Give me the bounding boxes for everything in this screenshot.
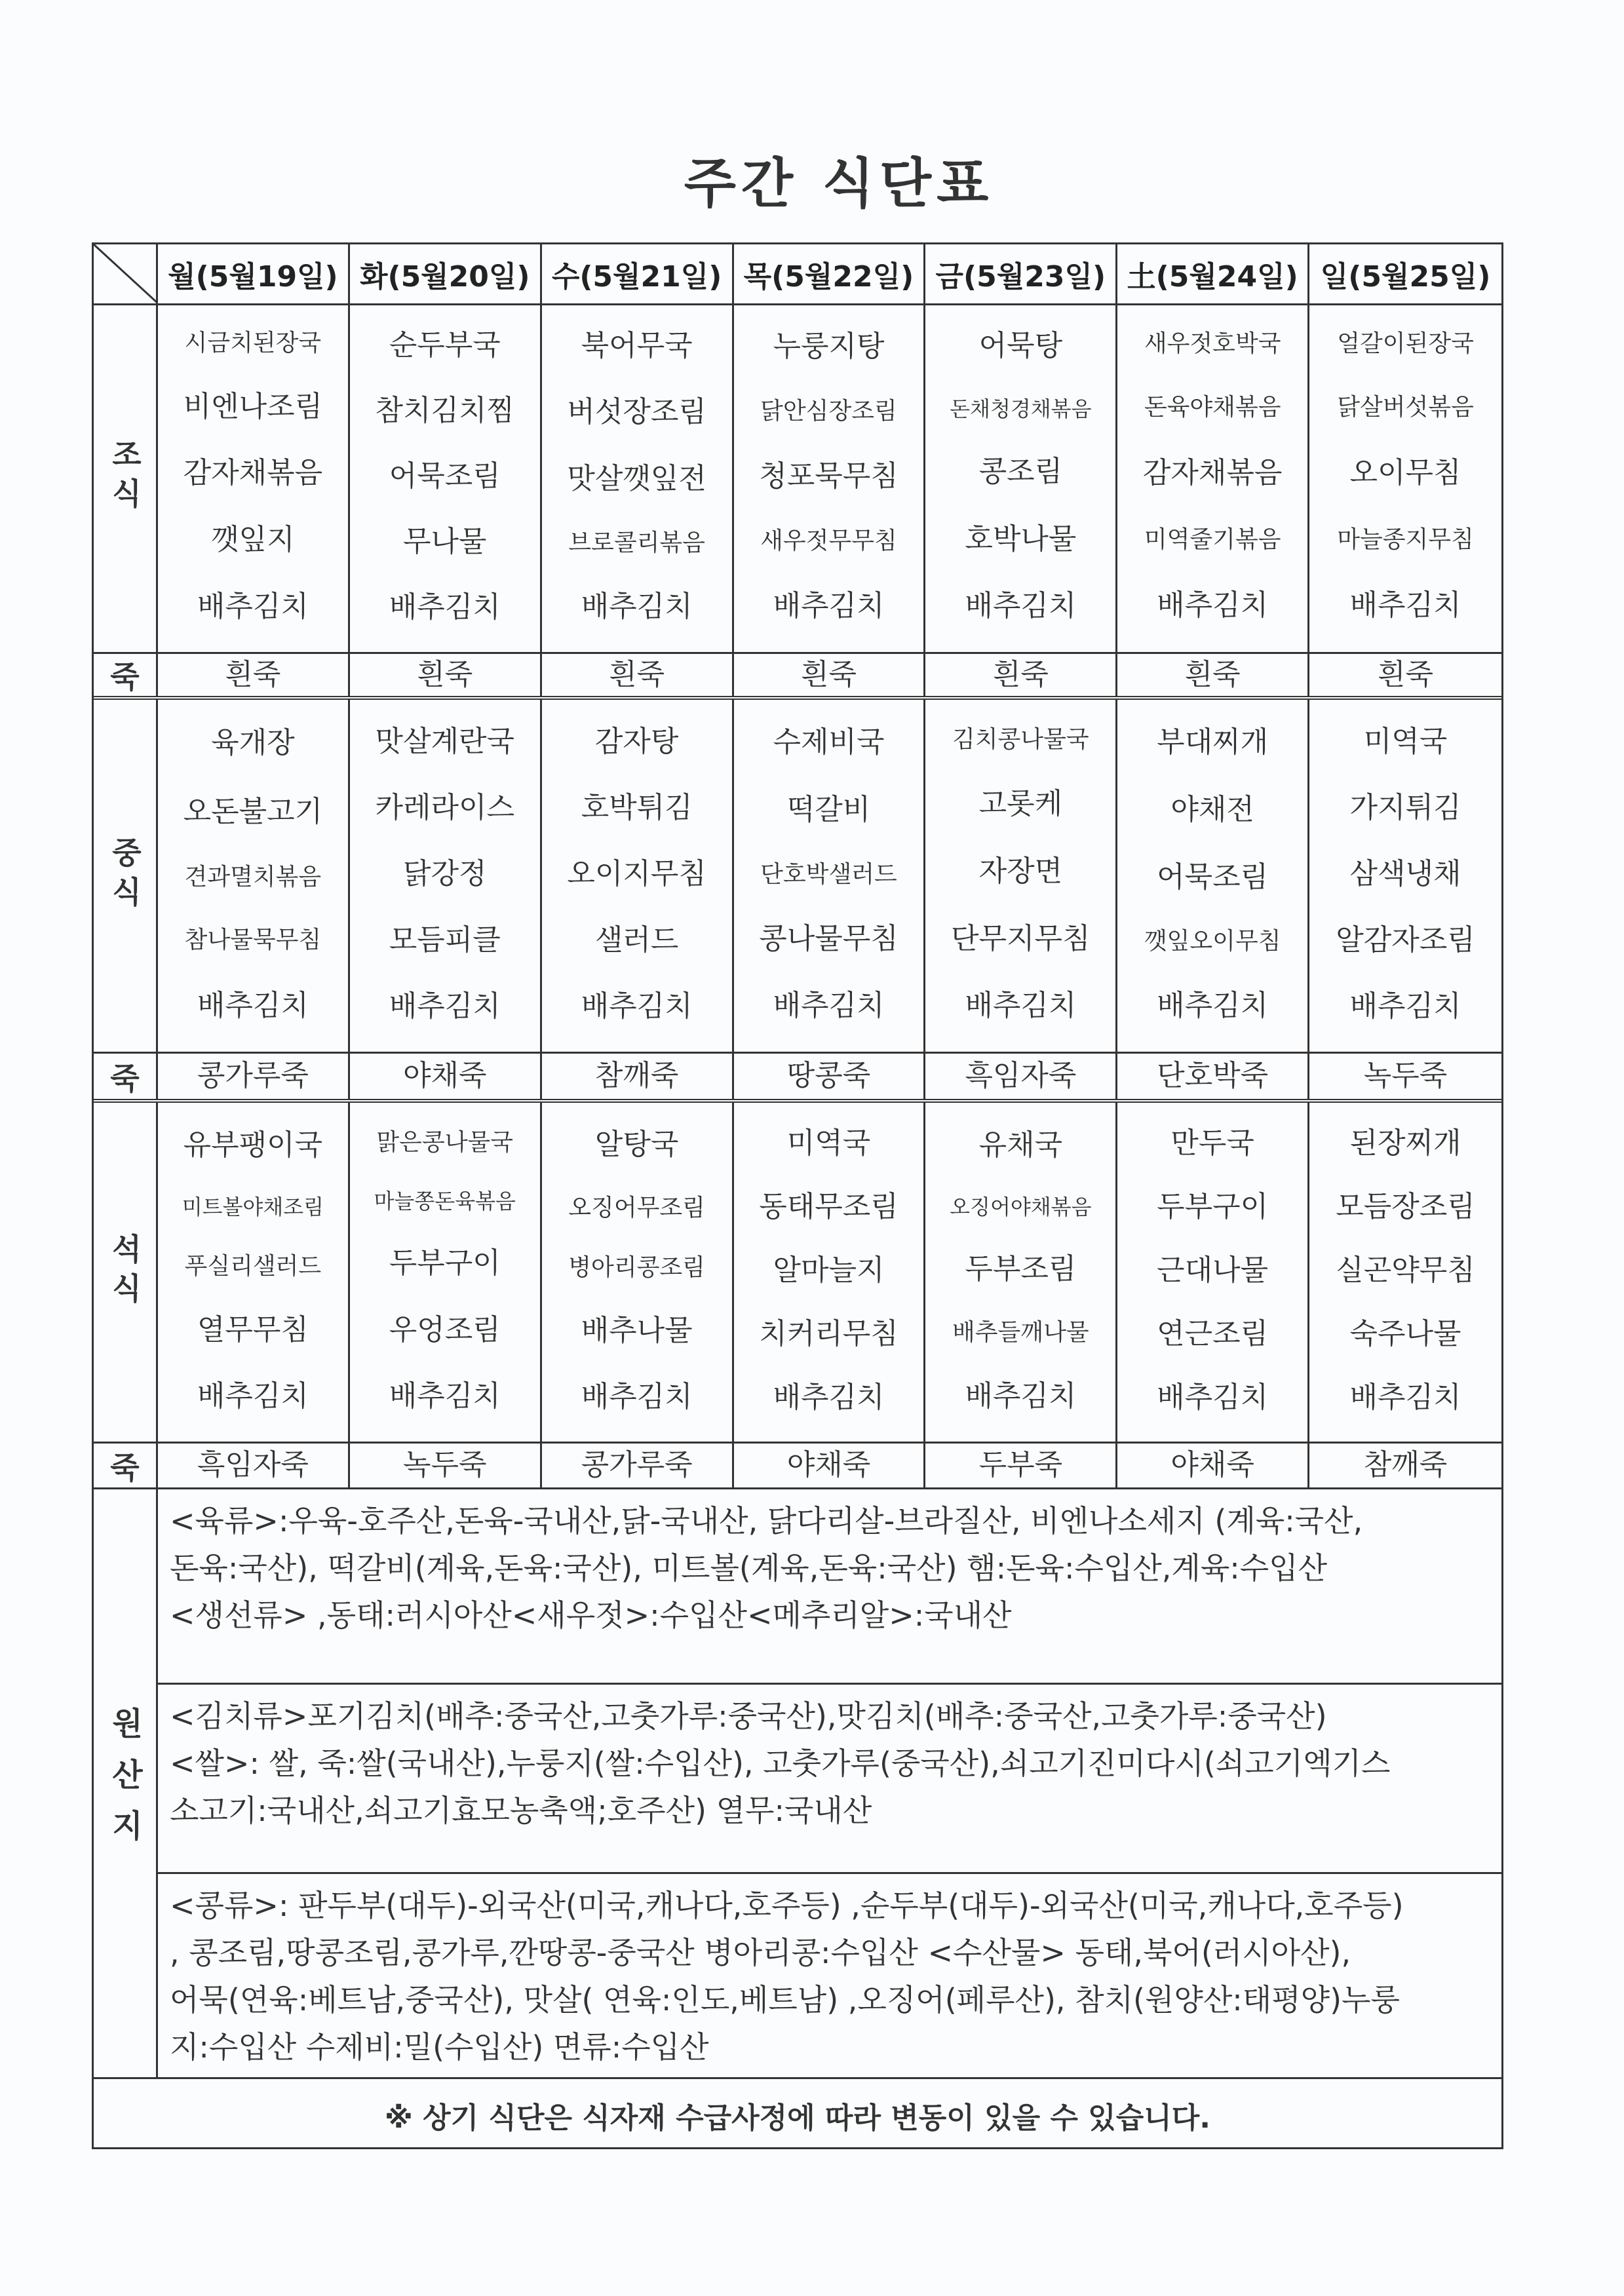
day-header: 금(5월23일) [925, 244, 1117, 303]
dish-item: 얼갈이된장국 [1337, 330, 1474, 358]
dish-item: 병아리콩조림 [568, 1254, 705, 1282]
porridge-cell [734, 1054, 926, 1099]
porridge-item: 참깨죽 [1363, 1448, 1448, 1482]
porridge-cell [734, 654, 926, 696]
dish-item: 고롯케 [978, 787, 1063, 821]
dish-item: 모듬장조림 [1336, 1190, 1475, 1224]
dish-item: 육개장 [211, 726, 295, 760]
day-menu-column [1117, 700, 1309, 1052]
porridge-item: 흰죽 [609, 657, 665, 691]
dish-item: 배추김치 [1157, 989, 1269, 1023]
dish-item: 견과멸치볶음 [184, 864, 322, 891]
dish-item: 가지튀김 [1349, 791, 1461, 825]
day-menu-column [925, 303, 1117, 652]
porridge-item: 흰죽 [800, 657, 857, 691]
dish-item: 배추김치 [1349, 588, 1461, 622]
day-menu-column [734, 1103, 926, 1442]
dish-item: 돈채청경채볶음 [950, 396, 1092, 421]
dish-item: 누룽지탕 [773, 329, 885, 363]
dish-item: 샐러드 [594, 923, 679, 957]
origin-kimchi-block: <김치류>포기김치(배추:중국산,고춧가루:중국산),맛김치(배추:중국산,고춧가루:중국산) <쌀>: 쌀, 죽:쌀(국내산),누룽지(쌀:수입산), 고춧가루(중국산),쇠고기진미다시(쇠고기엑기스 소고기:국내산,쇠고기효모농축액;호주산) 열무:국내산 [158, 1685, 1501, 1874]
menu-table [92, 242, 1503, 2149]
origin-label-text: 원산지 [106, 1706, 143, 1860]
dish-item: 두부구이 [1157, 1190, 1269, 1224]
porridge-item: 단호박죽 [1157, 1059, 1269, 1093]
day-menu-column [350, 1103, 542, 1442]
dish-item: 오징어무조림 [568, 1194, 705, 1221]
dish-item: 배추김치 [197, 1379, 309, 1413]
day-header: 화(5월20일) [350, 244, 542, 303]
porridge-cell [734, 1444, 926, 1487]
porridge-item: 두부죽 [978, 1448, 1063, 1482]
lunch-label-text: 중식 [107, 836, 143, 915]
dish-item: 열무무침 [197, 1312, 309, 1347]
dish-item: 닭살버섯볶음 [1337, 393, 1474, 421]
lunch-label [94, 700, 158, 1052]
dish-item: 호박나물 [965, 522, 1077, 556]
dish-item: 된장찌개 [1349, 1126, 1461, 1160]
dish-item: 숙주나물 [1349, 1317, 1461, 1351]
porridge-cell [1309, 1444, 1501, 1487]
day-menu-column [158, 700, 350, 1052]
dish-item: 깻잎오이무침 [1144, 928, 1281, 955]
dish-item: 콩조림 [978, 455, 1063, 489]
porridge-cell [1117, 1054, 1309, 1099]
corner-cell [94, 244, 158, 303]
dish-item: 마늘종지무침 [1337, 526, 1474, 553]
dish-item: 실곤약무침 [1336, 1253, 1475, 1288]
dish-item: 배추김치 [773, 1381, 885, 1415]
day-menu-column [542, 700, 734, 1052]
day-menu-column [350, 303, 542, 652]
day-menu-column [1117, 1103, 1309, 1442]
porridge-cell [158, 1054, 350, 1099]
dish-item: 삼색냉채 [1349, 857, 1461, 891]
dish-item: 배추김치 [1349, 989, 1461, 1024]
day-menu-column [542, 303, 734, 652]
porridge-item: 콩가루죽 [197, 1059, 309, 1093]
porridge-cell [1309, 654, 1501, 696]
day-menu-column [734, 303, 926, 652]
dish-item: 치커리무침 [759, 1317, 899, 1351]
porridge-label [94, 654, 158, 696]
origin-label [94, 1489, 158, 2077]
porridge-item: 흑임자죽 [965, 1059, 1077, 1093]
porridge-item: 흑임자죽 [197, 1448, 309, 1482]
dish-item: 두부조림 [965, 1252, 1077, 1286]
dish-item: 배추김치 [965, 989, 1077, 1023]
dish-item: 마늘쫑돈육볶음 [374, 1189, 516, 1214]
dish-item: 배추김치 [581, 989, 693, 1024]
dish-item: 깻잎지 [211, 523, 295, 557]
dish-item: 푸실리샐러드 [184, 1253, 322, 1280]
day-header: 土(5월24일) [1117, 244, 1309, 303]
porridge-label [94, 1054, 158, 1099]
dish-item: 맛살깻잎전 [567, 462, 706, 496]
dish-item: 오돈불고기 [183, 794, 323, 828]
dish-item: 순두부국 [389, 328, 501, 362]
dish-item: 배추김치 [581, 1379, 693, 1413]
dish-item: 배추김치 [389, 1379, 501, 1413]
dish-item: 배추김치 [581, 589, 693, 623]
dish-item: 미역줄기볶음 [1144, 526, 1281, 553]
porridge-cell [350, 1054, 542, 1099]
day-menu-column [1117, 303, 1309, 652]
dish-item: 버섯장조림 [567, 395, 706, 429]
dish-item: 오이지무침 [567, 857, 706, 891]
dish-item: 닭강정 [402, 857, 487, 891]
dish-item: 참치김치찜 [375, 393, 514, 427]
dish-item: 유부팽이국 [183, 1128, 323, 1162]
dish-item: 새우젓호박국 [1144, 330, 1281, 358]
day-header-row [94, 244, 1501, 305]
porridge-cell [1117, 1444, 1309, 1487]
dish-item: 알감자조림 [1336, 923, 1475, 957]
dish-item: 떡갈비 [786, 792, 871, 826]
porridge-cell [158, 1444, 350, 1487]
day-menu-column [925, 700, 1117, 1052]
dish-item: 수제비국 [773, 725, 885, 759]
origin-bean-block: <콩류>: 판두부(대두)-외국산(미국,캐나다,호주등) ,순두부(대두)-외국산(미국,캐나다,호주등) , 콩조림,땅콩조림,콩가루,깐땅콩-중국산 병아리콩:수입산 <수산물> 동태,북어(러시아산), 어묵(연육:베트남,중국산), 맛살( 연육:인도,베트남) ,오징어(페루산), 참치(원양산:태평양)누룽 지:수입산 수제비:밀(수입산) 면류:수입산 [170, 1888, 1404, 2065]
dinner-label [94, 1103, 158, 1442]
porridge-item: 흰죽 [417, 657, 473, 691]
dish-item: 청포묵무침 [759, 459, 899, 493]
porridge-item: 흰죽 [1378, 657, 1434, 691]
origin-section [94, 1489, 1501, 2079]
dish-item: 돈육야채볶음 [1144, 393, 1281, 421]
dish-item: 북어무국 [581, 328, 693, 362]
porridge-item: 야채죽 [1170, 1448, 1254, 1482]
dish-item: 만두국 [1170, 1126, 1254, 1160]
dish-item: 김치콩나물국 [952, 726, 1089, 754]
dish-item: 배추나물 [581, 1314, 693, 1348]
dish-item: 맛살계란국 [375, 725, 514, 759]
dish-item: 콩나물무침 [759, 921, 899, 955]
day-menu-column [350, 700, 542, 1052]
dish-item: 단무지무침 [951, 921, 1091, 955]
day-menu-column [1309, 303, 1501, 652]
dish-item: 배추김치 [389, 590, 501, 624]
dish-item: 오이무침 [1349, 456, 1461, 490]
porridge-item: 땅콩죽 [786, 1059, 871, 1093]
dish-item: 배추김치 [965, 589, 1077, 623]
dish-item: 근대나물 [1157, 1253, 1269, 1288]
day-header: 수(5월21일) [542, 244, 734, 303]
porridge-label-text: 죽 [110, 659, 140, 695]
porridge-cell [1117, 654, 1309, 696]
porridge-item: 흰죽 [1184, 657, 1241, 691]
porridge-label-text: 죽 [110, 1449, 140, 1485]
dish-item: 미트볼야채조림 [182, 1194, 324, 1219]
porridge-cell [350, 654, 542, 696]
dish-item: 야채전 [1170, 792, 1254, 826]
dish-item: 오징어야채볶음 [950, 1194, 1092, 1219]
dish-item: 배추김치 [197, 589, 309, 623]
dish-item: 배추김치 [773, 589, 885, 623]
lunch-porridge-row [94, 1054, 1501, 1103]
porridge-cell [925, 1444, 1117, 1487]
dish-item: 자장면 [978, 854, 1063, 888]
porridge-item: 녹두죽 [402, 1448, 487, 1482]
origin-body [158, 1489, 1501, 2077]
porridge-cell [542, 1444, 734, 1487]
porridge-item: 야채죽 [402, 1059, 487, 1093]
day-menu-column [1309, 700, 1501, 1052]
dish-item: 배추김치 [1349, 1381, 1461, 1415]
breakfast-porridge-row [94, 654, 1501, 700]
dish-item: 참나물묵무침 [184, 926, 322, 953]
diagonal-line [94, 244, 158, 303]
porridge-item: 흰죽 [225, 657, 281, 691]
lunch-section [94, 700, 1501, 1054]
dish-item: 알탕국 [594, 1128, 679, 1162]
dish-item: 어묵조림 [389, 459, 501, 493]
dish-item: 감자채볶음 [1142, 456, 1283, 490]
porridge-cell [542, 1054, 734, 1099]
dinner-section [94, 1103, 1501, 1444]
dish-item: 새우젓무무침 [760, 527, 897, 555]
porridge-item: 녹두죽 [1363, 1059, 1448, 1093]
dish-item: 카레라이스 [375, 791, 514, 825]
dish-item: 연근조림 [1157, 1317, 1269, 1351]
day-menu-column [158, 303, 350, 652]
dish-item: 맑은콩나물국 [376, 1128, 514, 1156]
porridge-cell [925, 654, 1117, 696]
porridge-label-text: 죽 [110, 1060, 140, 1096]
day-menu-column [542, 1103, 734, 1442]
porridge-cell [925, 1054, 1117, 1099]
dish-item: 비엔나조림 [183, 389, 323, 423]
porridge-item: 흰죽 [992, 657, 1049, 691]
porridge-item: 야채죽 [786, 1448, 871, 1482]
dinner-label-text: 석식 [107, 1233, 143, 1312]
dish-item: 어묵조림 [1157, 860, 1269, 894]
day-header: 목(5월22일) [734, 244, 926, 303]
porridge-cell [350, 1444, 542, 1487]
porridge-item: 참깨죽 [594, 1059, 679, 1093]
dish-item: 배추김치 [965, 1379, 1077, 1413]
dish-item: 호박튀김 [581, 791, 693, 825]
day-header: 월(5월19일) [158, 244, 350, 303]
day-menu-column [734, 700, 926, 1052]
dish-item: 우엉조림 [389, 1312, 501, 1347]
porridge-cell [542, 654, 734, 696]
porridge-cell [1309, 1054, 1501, 1099]
breakfast-label-text: 조식 [107, 438, 143, 517]
dish-item: 동태무조림 [759, 1190, 899, 1224]
breakfast-label [94, 303, 158, 652]
breakfast-section [94, 303, 1501, 654]
dish-item: 단호박샐러드 [760, 860, 897, 888]
dish-item: 감자탕 [594, 725, 679, 759]
page-title: 주간 식단표 [684, 153, 994, 215]
porridge-label [94, 1444, 158, 1487]
dish-item: 배추김치 [389, 989, 501, 1024]
dish-item: 브로콜리볶음 [568, 529, 705, 556]
dish-item: 감자채볶음 [183, 456, 323, 490]
dish-item: 닭안심장조림 [760, 398, 897, 425]
dish-item: 부대찌개 [1157, 725, 1269, 759]
dish-item: 배추김치 [1157, 588, 1269, 622]
origin-meat-block: <육류>:우육-호주산,돈육-국내산,닭-국내산, 닭다리살-브라질산, 비엔나소세지 (계육:국산, 돈육:국산), 떡갈비(계육,돈육:국산), 미트볼(계육,돈육:국산) 햄:돈육:수입산,계육:수입산 <생선류> ,동태:러시아산<새우젓>:수입산<메추리알>:국내산 [158, 1489, 1501, 1685]
dish-item: 유채국 [978, 1128, 1063, 1162]
dish-item: 두부구이 [389, 1246, 501, 1280]
day-header: 일(5월25일) [1320, 260, 1491, 294]
day-menu-column [1309, 1103, 1501, 1442]
dish-item: 배추김치 [197, 988, 309, 1022]
dish-item: 배추들깨나물 [952, 1319, 1089, 1347]
porridge-item: 콩가루죽 [581, 1448, 693, 1482]
dish-item: 어묵탕 [978, 329, 1063, 363]
dish-item: 시금치된장국 [184, 329, 322, 356]
dish-item: 무나물 [402, 524, 487, 558]
notice-text: ※ 상기 식단은 식자재 수급사정에 따라 변동이 있을 수 있습니다. [385, 2101, 1210, 2135]
dish-item: 미역국 [786, 1126, 871, 1160]
dish-item: 배추김치 [1157, 1381, 1269, 1415]
porridge-cell [158, 654, 350, 696]
dinner-porridge-row [94, 1444, 1501, 1489]
dish-item: 배추김치 [773, 989, 885, 1023]
day-menu-column [158, 1103, 350, 1442]
day-menu-column [925, 1103, 1117, 1442]
dish-item: 알마늘지 [773, 1253, 885, 1288]
dish-item: 모듬피클 [389, 923, 501, 957]
dish-item: 미역국 [1363, 725, 1448, 759]
